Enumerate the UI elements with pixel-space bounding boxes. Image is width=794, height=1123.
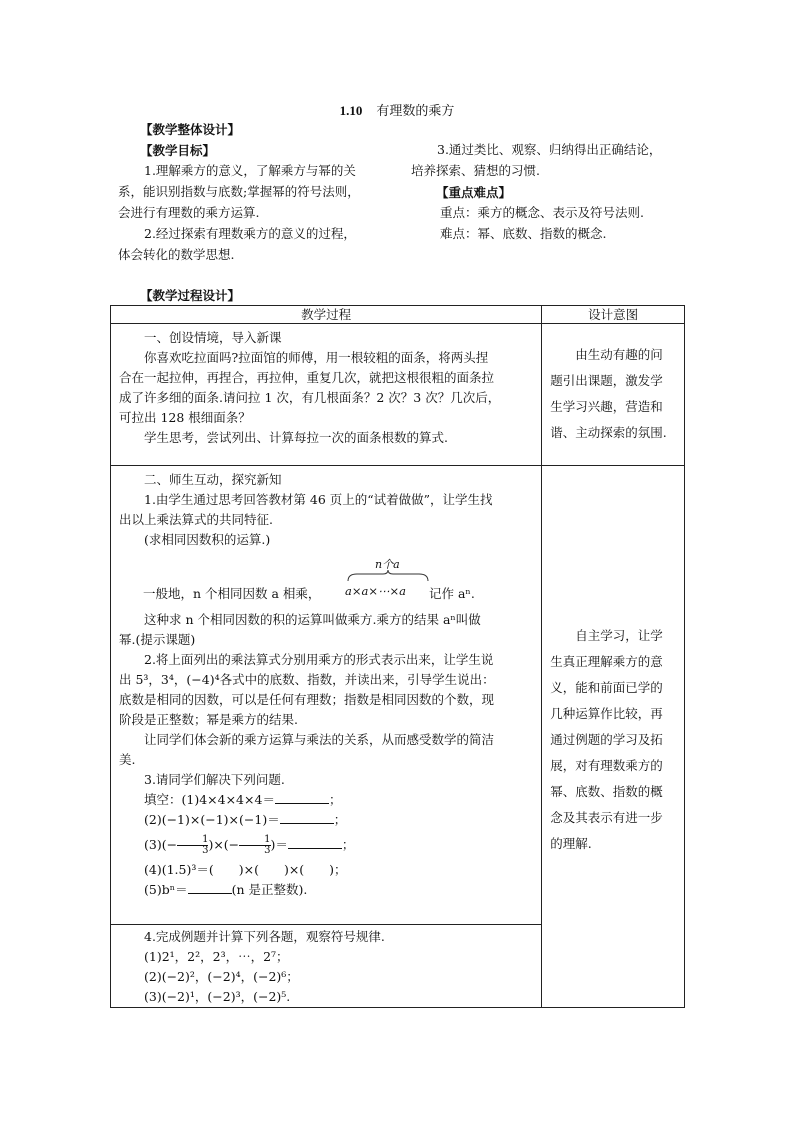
section-2-title: 二、师生互动，探究新知 [144,472,282,487]
answer-blank[interactable] [188,881,232,894]
intent-line: 自主学习，让学 [575,628,663,643]
title-number: 1.10 [339,103,363,118]
section-1-line: 合在一起拉伸，再捏合，再拉伸，重复几次，就把这根很粗的面条拉 [119,370,495,385]
section-2-line: 这种求 n 个相同因数的积的运算叫做乘方.乘方的结果 aⁿ叫做 [144,612,481,627]
section-2-line: 阶段是正整数；幂是乘方的结果. [119,712,298,727]
answer-blank[interactable] [275,791,329,804]
process-heading: 【教学过程设计】 [140,288,241,303]
section-2-line: 让同学们体会新的乘方运算与乘法的关系，从而感受数学的简洁 [144,732,495,747]
fraction-one-third: $\frac{1}{3}$ [177,835,208,856]
intent-line: 的理解. [550,836,592,851]
intent-line: 通过例题的学习及拓 [550,732,663,747]
section-1-line: 你喜欢吃拉面吗?拉面馆的师傅，用一根较粗的面条，将两头捏 [144,350,489,365]
overall-design-heading: 【教学整体设计】 [140,122,241,137]
intent-line: 生真正理解乘方的意 [550,654,663,669]
section-2-line: 出 5³，3⁴，(−4)⁴各式中的底数、指数，并读出来，引导学生说出： [119,672,495,687]
section-1-process [111,324,542,466]
answer-blank[interactable] [280,811,334,824]
section-2-line: 幂.(提示课题) [119,632,196,647]
goals-heading: 【教学目标】 [140,143,216,158]
answer-blank[interactable] [288,836,342,849]
page-title [0,100,794,119]
intent-line: 生学习兴趣，营造和 [550,399,663,414]
fill-blank-2: (2)(−1)×(−1)×(−1)＝ ； [144,812,347,827]
section-2-line: 美. [119,752,136,767]
brace-label: n个a [375,558,400,571]
section-2-process [111,466,542,925]
difficulty-point: 难点：幂、底数、指数的概念. [440,226,607,241]
section-2-line: 底数是相同的因数，可以是任何有理数；指数是相同因数的个数，现 [119,692,495,707]
section-2-line: (求相同因数积的运算.) [144,532,271,547]
goal-1-line-1: 1.理解乘方的意义，了解乘方与幂的关 [144,163,356,178]
column-header-intent: 设计意图 [542,306,685,324]
intent-line: 谐、主动探索的氛围. [550,425,667,440]
power-definition-block [119,550,533,610]
section-2-line: 出以上乘法算式的共同特征. [119,512,273,527]
notation-statement: 记作 aⁿ. [429,586,475,601]
column-header-process: 教学过程 [111,306,542,324]
goal-3-line-2: 培养探索、猜想的习惯. [411,163,540,178]
fraction-one-third: $\frac{1}{3}$ [239,835,270,856]
section-3-line: (1)2¹，2²，2³，⋯，2⁷； [144,949,289,964]
fill-blank-5: (5)bⁿ＝ (n 是正整数). [144,882,308,897]
section-2-line: 2.将上面列出的乘法算式分别用乘方的形式表示出来，让学生说 [144,652,494,667]
section-1-line: 可拉出 128 根细面条？ [119,410,251,425]
fill-blank-4: (4)(1.5)³＝( )×( )×( )； [144,862,347,877]
section-3-process [111,925,542,1008]
intent-line: 题引出课题，激发学 [550,373,663,388]
fill-blank-3: (3)(− $\frac{1}{3}$ )×(− $\frac{1}{3}$ )＝ ； [144,834,355,856]
intent-line: 几种运算作比较，再 [550,706,663,721]
goal-1-line-3: 会进行有理数的乘方运算. [118,205,260,220]
intent-line: 展，对有理数乘方的 [550,758,663,773]
fill-blank-1: 填空：(1)4×4×4×4＝ ； [144,792,342,807]
goal-3-line-1: 3.通过类比、观察、归纳得出正确结论， [437,142,662,157]
section-1-line: 学生思考，尝试列出、计算每拉一次的面条根数的算式. [144,430,448,445]
section-3-line: 4.完成例题并计算下列各题，观察符号规律. [144,929,385,944]
process-table [110,305,685,1008]
section-1-line: 成了许多细的面条.请问拉 1 次，有几根面条？2 次？3 次？几次后， [119,390,501,405]
general-statement: 一般地，n 个相同因数 a 相乘， [143,586,321,601]
section-2-intent [542,466,685,1008]
intent-line: 义，能和前面已学的 [550,680,663,695]
goal-2-line-1: 2.经过探索有理数乘方的意义的过程， [144,226,356,241]
goal-2-line-2: 体会转化的数学思想. [118,247,235,262]
section-3-line: (3)(−2)¹，(−2)³，(−2)⁵. [144,989,291,1004]
overbrace-icon [347,570,429,582]
product-expression: a×a×⋯×a [345,584,406,598]
section-2-line: 1.由学生通过思考回答教材第 46 页上的“试着做做”，让学生找 [144,492,493,507]
goal-1-line-2: 系，能识别指数与底数;掌握幂的符号法则， [118,184,360,199]
section-1-intent [542,324,685,466]
intent-line: 由生动有趣的问 [575,347,663,362]
section-2-line: 3.请同学们解决下列问题. [144,772,285,787]
title-text: 有理数的乘方 [376,104,455,119]
intent-line: 幂、底数、指数的概 [550,784,663,799]
key-point: 重点：乘方的概念、表示及符号法则. [440,205,644,220]
section-3-line: (2)(−2)²，(−2)⁴，(−2)⁶； [144,969,299,984]
keypoints-heading: 【重点难点】 [436,185,512,200]
intent-line: 念及其表示有进一步 [550,810,663,825]
section-1-title: 一、创设情境，导入新课 [144,330,282,345]
